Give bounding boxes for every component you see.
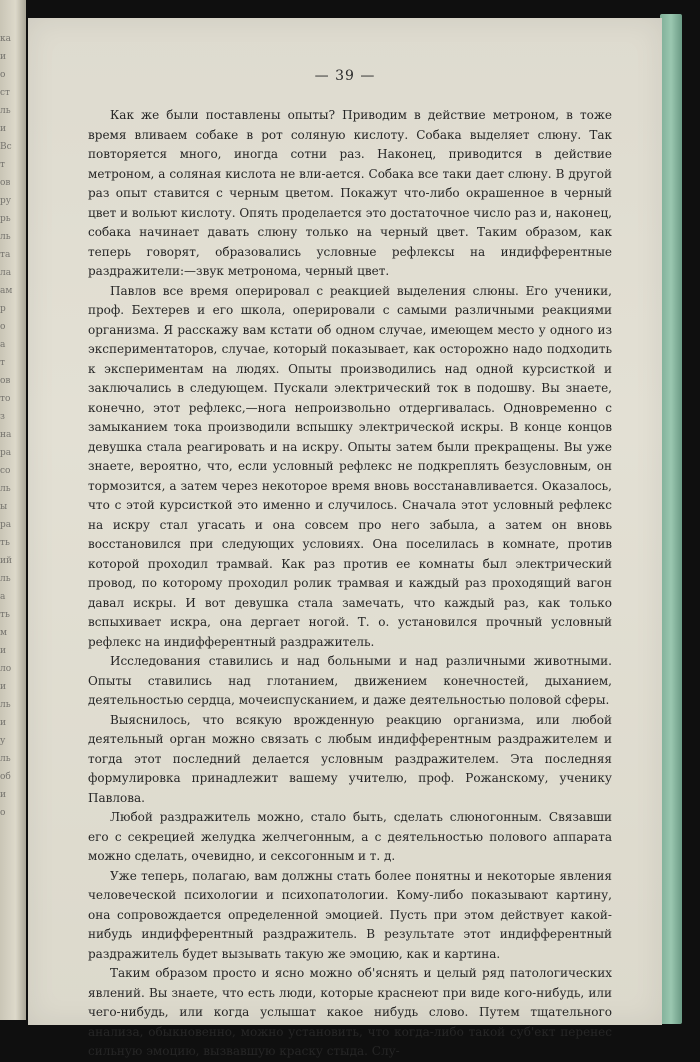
left-page-fragment: рь <box>0 214 11 224</box>
left-page-fragment: ий <box>0 556 12 566</box>
left-page-text-fragments <box>0 30 26 822</box>
paragraph: Уже теперь, полагаю, вам должны стать более понятны и некоторые явления человеческой психологии и психопатологии. Кому-либо показывают картину, она сопровождается определенной эмоцией. Пусть при этом действует какой-нибудь индифферентный раздражитель. В результате этот индифферентный раздражитель будет вызывать такую же эмоцию, как и картина. <box>88 868 612 961</box>
left-page-fragment: ль <box>0 700 11 710</box>
left-page-fragment: ть <box>0 538 10 548</box>
left-page-fragment: ра <box>0 448 12 458</box>
left-page-fragment: о <box>0 322 6 332</box>
left-page-fragment: о <box>0 808 6 818</box>
paragraph: Павлов все время оперировал с реакцией выделения слюны. Его ученики, проф. Бехтерев и его школа, оперировали с самыми различными реакциями организма. Я расскажу вам кстати об одном случае, имеющем место у одного из экспериментаторов, случае, который показывает, как осторожно надо подходить к экспериментам на людях. Опыты производились над одной курсисткой и заключались в следующем. Пускали электрический ток в подошву. Вы знаете, конечно, этот рефлекс,—нога непроизвольно отдергивалась. Одновременно с замыканием тока производили вспышку электрической искры. В конце концов девушка стала реагировать и на искру. Опыты затем были прекращены. Вы уже знаете, вероятно, что, если условный рефлекс не подкреплять безусловным, он тормозится, а затем через некоторое время вновь восстанавливается. Оказалось, что с этой курсисткой это именно и случилось. Сначала этот условный рефлекс на искру стал угасать и она совсем про него забыла, а затем он вновь восстановился при следующих условиях. Она поселилась в комнате, против которой проходил трамвай. Как раз против ее комнаты был электрический провод, по которому проходил ролик трамвая и каждый раз проходящий вагон давал искры. И вот девушка стала замечать, что каждый раз, как только вспыхивает искра, она дергает ногой. Т. о. установился прочный условный рефлекс на индифферентный раздражитель. <box>88 283 612 649</box>
left-page-edge <box>0 0 26 1020</box>
left-page-fragment: об <box>0 772 11 782</box>
paragraph: Исследования ставились и над больными и над различными животными. Опыты ставились над глотанием, движением конечностей, дыханием, деятельностью сердца, мочеиспусканием, и даже деятельностью половой сферы. <box>88 654 612 707</box>
paragraph: Таким образом просто и ясно можно об'яснять и целый ряд патологических явлений. Вы знаете, что есть люди, которые краснеют при виде кого-нибудь, или чего-нибудь, или когда услышат какое нибудь слово. Путем тщательного анализа, обыкновенно, можно установить, что когда-либо такой суб'ект перенес сильную эмоцию, вызвавшую краску стыда. Слу- <box>88 966 612 1058</box>
left-page-fragment: ст <box>0 88 11 98</box>
left-page-fragment: та <box>0 250 11 260</box>
left-page-fragment: т <box>0 358 5 368</box>
paragraph: Выяснилось, что всякую врожденную реакцию организма, или любой деятельный орган можно связать с любым индифферентным раздражителем и тогда этот последний делается условным раздражителем. Эта последняя формулировка принадлежит вашему учителю, проф. Рожанскому, ученику Павлова. <box>88 712 612 805</box>
left-page-fragment: т <box>0 160 5 170</box>
left-page-fragment: ы <box>0 502 8 512</box>
left-page-fragment: ль <box>0 574 11 584</box>
left-page-fragment: з <box>0 412 5 422</box>
left-page-fragment: р <box>0 304 6 314</box>
left-page-fragment: ов <box>0 178 11 188</box>
left-page-fragment: ть <box>0 610 10 620</box>
paragraph: Как же были поставлены опыты? Приводим в действие метроном, в тоже время вливаем собаке в рот соляную кислоту. Собака выделяет слюну. Так повторяется много, иногда сотни раз. Наконец, приводится в действие метроном, а соляная кислота не вли-ается. Собака все таки дает слюну. В другой раз опыт ставится с черным цветом. Покажут что-либо окрашенное в черный цвет и вольют кислоту. Опять проделается это достаточное число раз и, наконец, собака начинает давать слюну только на черный цвет. Таким образом, как теперь говорят, образовались условные рефлексы на индифферентные раздражители:—звук метронома, черный цвет. <box>88 108 612 278</box>
left-page-fragment: и <box>0 718 6 728</box>
left-page-fragment: ло <box>0 664 12 674</box>
left-page-fragment: ра <box>0 520 12 530</box>
left-page-fragment: ль <box>0 232 11 242</box>
page-number: — 39 — <box>314 68 376 84</box>
book-page <box>28 18 662 1058</box>
page-body <box>88 106 612 1062</box>
left-page-fragment: ка <box>0 34 11 44</box>
left-page-fragment: со <box>0 466 11 476</box>
left-page-fragment: м <box>0 628 8 638</box>
left-page-fragment: Вс <box>0 142 12 152</box>
left-page-fragment: и <box>0 682 6 692</box>
left-page-fragment: и <box>0 646 6 656</box>
left-page-fragment: на <box>0 430 12 440</box>
left-page-fragment: ру <box>0 196 12 206</box>
left-page-fragment: ла <box>0 268 12 278</box>
book-cover-edge <box>660 14 682 1024</box>
left-page-fragment: у <box>0 736 6 746</box>
left-page-fragment: ль <box>0 484 11 494</box>
left-page-fragment: ов <box>0 376 11 386</box>
left-page-fragment: и <box>0 124 6 134</box>
left-page-fragment: ль <box>0 106 11 116</box>
left-page-fragment: о <box>0 70 6 80</box>
left-page-fragment: а <box>0 340 6 350</box>
left-page-fragment: ль <box>0 754 11 764</box>
left-page-fragment: а <box>0 592 6 602</box>
left-page-fragment: и <box>0 790 6 800</box>
left-page-fragment: то <box>0 394 11 404</box>
paragraph: Любой раздражитель можно, стало быть, сделать слюногонным. Связавши его с секрецией желудка желчегонным, а с деятельностью полового аппарата можно сделать, очевидно, и сексогонным и т. д. <box>88 810 612 863</box>
left-page-fragment: и <box>0 52 6 62</box>
left-page-fragment: ам <box>0 286 13 296</box>
